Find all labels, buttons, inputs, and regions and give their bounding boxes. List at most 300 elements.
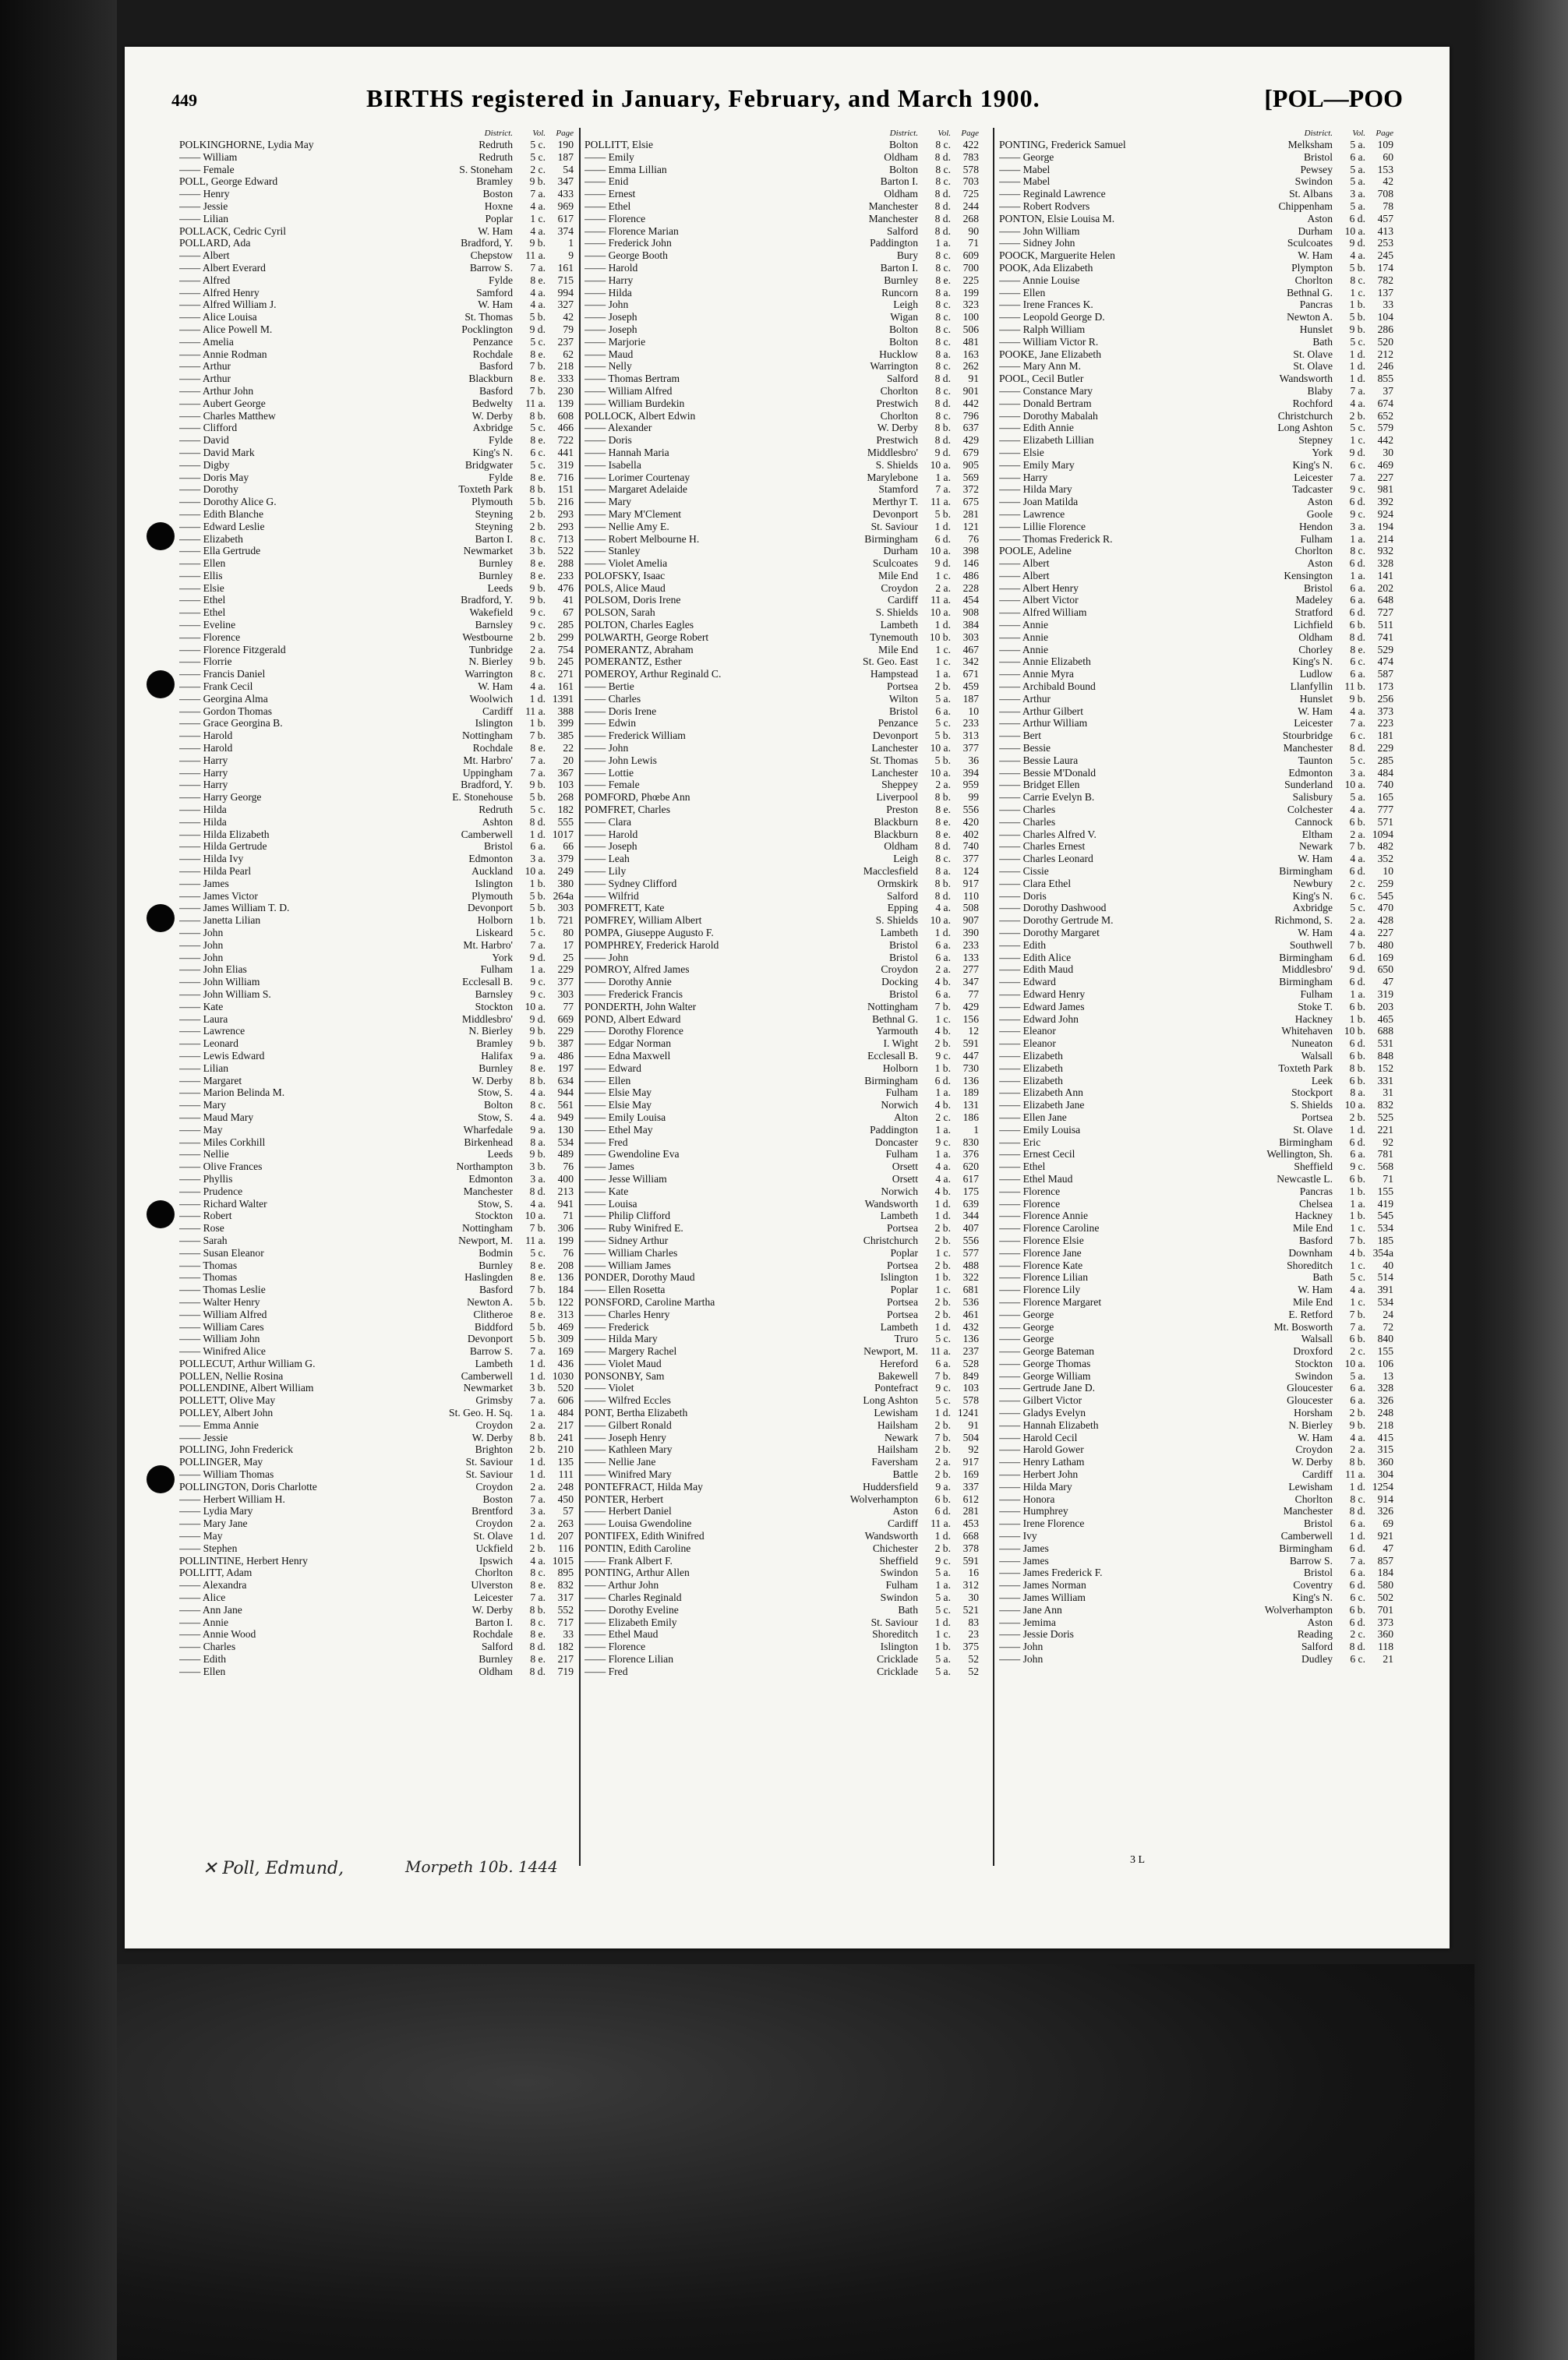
entry-district: Manchester	[868, 212, 918, 224]
entry-district: Rochford	[1292, 397, 1333, 409]
entry-name: —— Arthur	[999, 692, 1051, 705]
entry-district: Wandsworth	[1279, 373, 1333, 385]
index-entry	[179, 422, 574, 434]
entry-volume: 8 b.	[529, 1074, 546, 1086]
entry-volume: 6 b.	[1349, 1074, 1365, 1086]
entry-name: —— Florence Elsie	[999, 1234, 1084, 1246]
entry-name: —— Hilda Mary	[584, 1333, 658, 1345]
heading-district: District.	[484, 129, 513, 138]
entry-district: Long Ashton	[863, 1394, 918, 1407]
entry-district: King's N.	[472, 446, 513, 458]
index-entry	[179, 1358, 574, 1370]
entry-name: POLLEN, Nellie Rosina	[179, 1369, 284, 1382]
entry-volume: 8 e.	[530, 1579, 546, 1592]
index-entry	[179, 151, 574, 164]
entry-name: —— Edith	[999, 938, 1047, 951]
entry-page: 486	[557, 1049, 574, 1062]
entry-volume: 1 c.	[1350, 286, 1365, 299]
index-entry	[179, 1517, 574, 1530]
entry-district: Redruth	[479, 150, 513, 163]
entry-volume: 1 d.	[934, 1320, 951, 1333]
entry-page: 40	[1383, 1259, 1393, 1271]
index-entry	[584, 619, 979, 631]
entry-page: 520	[557, 1382, 574, 1394]
entry-page: 83	[968, 1616, 979, 1628]
entry-volume: 8 b.	[529, 1603, 546, 1616]
entry-district: Warrington	[464, 668, 513, 680]
entry-name: —— Mary Ann M.	[999, 360, 1081, 373]
entry-name: —— Violet Maud	[584, 1357, 662, 1369]
entry-page: 579	[1377, 422, 1393, 434]
entry-district: Basford	[1298, 1234, 1333, 1246]
entry-name: —— George	[999, 150, 1054, 163]
index-entry	[999, 1222, 1393, 1235]
entry-volume: 5 c.	[935, 1603, 951, 1616]
entry-volume: 5 c.	[530, 139, 546, 150]
entry-volume: 9 c.	[1350, 507, 1365, 520]
entry-name: PONTER, Herbert	[584, 1493, 664, 1505]
entry-page: 23	[968, 1628, 979, 1641]
index-entry	[584, 1013, 979, 1026]
entry-volume: 4 a.	[1350, 397, 1365, 409]
entry-volume: 1 d.	[529, 828, 546, 840]
entry-page: 727	[1377, 606, 1393, 619]
entry-name: —— George	[999, 1333, 1054, 1345]
entry-page: 233	[962, 938, 979, 951]
entry-district: Steyning	[475, 520, 513, 532]
entry-district: Mile End	[878, 643, 918, 655]
entry-volume: 1 b.	[529, 914, 546, 927]
entry-district: Holborn	[882, 1062, 918, 1074]
entry-page: 141	[1377, 569, 1393, 581]
entry-page: 617	[962, 1172, 979, 1185]
entry-name: —— Doris Irene	[584, 705, 657, 717]
entry-volume: 1 d.	[934, 1616, 951, 1628]
entry-volume: 11 a.	[931, 594, 951, 606]
entry-page: 130	[557, 1123, 574, 1136]
entry-page: 377	[962, 742, 979, 754]
index-entry	[179, 693, 574, 705]
entry-page: 376	[962, 1148, 979, 1161]
entry-volume: 1 a.	[935, 1579, 951, 1592]
index-entry	[999, 1333, 1393, 1345]
entry-volume: 8 e.	[530, 1308, 546, 1320]
entry-district: Bolton	[888, 139, 918, 150]
entry-volume: 8 e.	[530, 1653, 546, 1666]
index-entry	[179, 1161, 574, 1173]
entry-name: —— Joseph	[584, 840, 637, 853]
entry-district: Hunslet	[1299, 692, 1333, 705]
index-entry	[584, 213, 979, 225]
entry-volume: 5 a.	[1350, 139, 1365, 150]
index-entry	[179, 1370, 574, 1383]
entry-district: Bedwelty	[471, 397, 513, 409]
entry-district: Faversham	[871, 1456, 918, 1468]
entry-volume: 7 a.	[530, 766, 546, 779]
entry-name: —— Harold	[584, 261, 638, 274]
entry-name: —— Hilda	[179, 815, 227, 828]
entry-name: —— Hilda Mary	[999, 483, 1072, 496]
index-entry	[584, 655, 979, 668]
entry-volume: 4 a.	[530, 200, 546, 212]
index-entry	[179, 496, 574, 508]
index-entry	[179, 1259, 574, 1272]
entry-volume: 3 b.	[529, 1382, 546, 1394]
entry-name: —— Violet	[584, 1382, 634, 1394]
entry-district: W. Ham	[478, 224, 513, 237]
entry-name: —— Ellen	[179, 1665, 226, 1677]
index-entry	[999, 1542, 1393, 1555]
index-entry	[584, 1259, 979, 1272]
entry-district: Blackburn	[874, 828, 918, 840]
entry-name: —— John	[999, 1653, 1044, 1666]
entry-page: 186	[962, 1111, 979, 1123]
entry-name: —— Frederick	[584, 1320, 649, 1333]
column-divider	[993, 128, 994, 1866]
index-entry	[999, 1136, 1393, 1149]
entry-page: 137	[1377, 286, 1393, 299]
index-entry	[999, 655, 1393, 668]
heading-district: District.	[889, 129, 918, 138]
entry-volume: 9 b.	[529, 779, 546, 791]
index-entry	[584, 1370, 979, 1383]
entry-name: —— John William	[999, 224, 1080, 237]
index-entry	[999, 336, 1393, 348]
entry-district: Lambeth	[880, 1210, 918, 1222]
index-entry	[584, 1456, 979, 1468]
entry-name: —— Ralph William	[999, 323, 1086, 335]
entry-volume: 10 a.	[1344, 1357, 1365, 1369]
entry-volume: 6 a.	[1350, 668, 1365, 680]
entry-district: Kensington	[1284, 569, 1333, 581]
entry-name: POMFORD, Phœbe Ann	[584, 791, 690, 804]
entry-name: —— Ernest Cecil	[999, 1148, 1075, 1161]
entry-district: Wakefield	[469, 606, 513, 619]
entry-name: —— Jessie	[179, 200, 228, 212]
entry-volume: 1 d.	[934, 927, 951, 938]
index-entry	[999, 472, 1393, 484]
entry-volume: 5 a.	[1350, 200, 1365, 212]
entry-page: 700	[962, 261, 979, 274]
entry-name: —— Elsie May	[584, 1099, 652, 1111]
entry-name: —— Hannah Elizabeth	[999, 1418, 1099, 1431]
entry-page: 216	[557, 496, 574, 508]
entry-page: 71	[968, 237, 979, 249]
entry-name: —— Digby	[179, 458, 230, 471]
entry-district: Barton I.	[475, 1616, 513, 1628]
entry-volume: 1 b.	[934, 1641, 951, 1653]
entry-name: —— Miles Corkhill	[179, 1136, 266, 1148]
entry-district: Marylebone	[867, 471, 918, 483]
index-entry	[179, 213, 574, 225]
entry-page: 394	[962, 766, 979, 779]
entry-district: Lanchester	[871, 742, 918, 754]
entry-name: —— John	[179, 927, 224, 938]
entry-district: Hailsham	[877, 1443, 918, 1456]
entry-volume: 1 c.	[1350, 434, 1365, 447]
index-entry	[584, 496, 979, 508]
entry-name: —— Clara Ethel	[999, 877, 1072, 889]
entry-name: —— Albert	[179, 249, 230, 262]
entry-volume: 4 a.	[935, 1161, 951, 1173]
entry-page: 484	[557, 1407, 574, 1419]
entry-name: —— Emma Annie	[179, 1418, 259, 1431]
entry-page: 390	[962, 927, 979, 938]
entry-page: 832	[557, 1579, 574, 1592]
entry-volume: 9 c.	[935, 1049, 951, 1062]
index-entry	[584, 410, 979, 422]
index-entry	[584, 1407, 979, 1419]
entry-name: —— Emily	[584, 150, 634, 163]
entry-name: —— James Frederick F.	[999, 1567, 1103, 1579]
entry-name: —— Elsie	[179, 581, 224, 594]
entry-page: 217	[557, 1418, 574, 1431]
entry-page: 612	[962, 1493, 979, 1505]
entry-name: —— Florrie	[179, 655, 232, 668]
index-entry	[179, 1148, 574, 1161]
entry-page: 21	[1383, 1653, 1393, 1666]
entry-volume: 5 c.	[935, 717, 951, 730]
entry-name: —— Edward	[999, 976, 1056, 988]
index-entry	[584, 816, 979, 828]
entry-page: 469	[1377, 458, 1393, 471]
entry-name: —— Emily Louisa	[584, 1111, 666, 1123]
entry-volume: 9 a.	[530, 1049, 546, 1062]
entry-volume: 2 a.	[530, 1517, 546, 1530]
entry-name: POLLING, John Frederick	[179, 1443, 294, 1456]
entry-volume: 2 b.	[934, 1222, 951, 1235]
entry-page: 246	[1377, 360, 1393, 373]
entry-volume: 2 b.	[934, 1468, 951, 1481]
entry-district: Edmonton	[468, 1172, 513, 1185]
index-entry	[179, 1013, 574, 1026]
entry-district: Birmingham	[864, 532, 918, 545]
entry-page: 135	[557, 1456, 574, 1468]
entry-volume: 8 d.	[1349, 1641, 1365, 1653]
index-entry	[999, 1111, 1393, 1124]
entry-volume: 9 b.	[1349, 692, 1365, 705]
entry-page: 459	[962, 680, 979, 693]
entry-district: S. Shields	[1290, 1099, 1333, 1111]
entry-district: Mt. Bosworth	[1273, 1320, 1333, 1333]
entry-volume: 8 b.	[934, 877, 951, 889]
entry-name: —— Margaret	[179, 1074, 242, 1086]
entry-page: 415	[1377, 1431, 1393, 1443]
index-entry	[584, 939, 979, 952]
entry-district: Liskeard	[475, 927, 513, 938]
entry-volume: 8 a.	[935, 286, 951, 299]
index-entry	[179, 533, 574, 546]
index-entry	[584, 791, 979, 804]
index-entry	[179, 840, 574, 853]
index-entry	[179, 274, 574, 287]
entry-page: 587	[1377, 668, 1393, 680]
entry-district: Auckland	[471, 865, 513, 878]
entry-page: 118	[1378, 1641, 1393, 1653]
index-entry	[179, 447, 574, 459]
entry-district: E. Stonehouse	[452, 791, 513, 804]
entry-name: —— Janetta Lilian	[179, 914, 261, 927]
index-entry	[584, 1345, 979, 1358]
entry-district: Middlesbro'	[461, 1012, 513, 1025]
entry-page: 331	[1377, 1074, 1393, 1086]
entry-page: 941	[557, 1197, 574, 1210]
entry-district: Penzance	[878, 717, 918, 730]
entry-volume: 8 e.	[530, 1271, 546, 1284]
entry-volume: 1 c.	[935, 569, 951, 581]
entry-volume: 7 b.	[934, 1000, 951, 1012]
entry-district: Cricklade	[877, 1653, 918, 1666]
entry-district: Nottingham	[462, 730, 513, 742]
entry-page: 959	[962, 779, 979, 791]
entry-page: 994	[557, 286, 574, 299]
index-entry	[179, 1050, 574, 1062]
entry-district: Woolwich	[469, 692, 513, 705]
entry-district: Plymouth	[471, 889, 513, 902]
entry-page: 447	[962, 1049, 979, 1062]
entry-page: 156	[962, 1012, 979, 1025]
entry-name: POLLINTINE, Herbert Henry	[179, 1554, 308, 1567]
entry-district: N. Bierley	[468, 1025, 513, 1037]
entry-name: POLLETT, Olive May	[179, 1394, 276, 1407]
entry-volume: 5 b.	[529, 1333, 546, 1345]
entry-page: 306	[557, 1222, 574, 1235]
entry-district: Westbourne	[462, 631, 513, 643]
entry-name: —— Eleanor	[999, 1025, 1056, 1037]
entry-page: 328	[1377, 1382, 1393, 1394]
index-entry	[584, 447, 979, 459]
entry-district: Downham	[1288, 1246, 1333, 1259]
entry-volume: 1 d.	[934, 1210, 951, 1222]
entry-name: —— John	[584, 951, 629, 963]
entry-district: Axbridge	[1292, 902, 1333, 914]
entry-district: Bolton	[888, 163, 918, 175]
entry-name: —— Elizabeth	[999, 1074, 1063, 1086]
entry-page: 606	[557, 1394, 574, 1407]
entry-volume: 5 a.	[1350, 791, 1365, 804]
entry-volume: 10 a.	[524, 1000, 546, 1012]
entry-page: 136	[557, 1271, 574, 1284]
entry-volume: 1 b.	[1349, 1185, 1365, 1197]
entry-district: Runcorn	[881, 286, 918, 299]
entry-volume: 8 c.	[935, 163, 951, 175]
entry-name: —— Sydney Clifford	[584, 877, 677, 889]
entry-page: 701	[1377, 1603, 1393, 1616]
entry-district: St. Olave	[1293, 1123, 1333, 1136]
entry-district: Melksham	[1287, 139, 1333, 150]
entry-volume: 9 d.	[1349, 963, 1365, 976]
entry-name: —— Ethel	[584, 200, 631, 212]
entry-page: 377	[962, 853, 979, 865]
entry-page: 347	[962, 976, 979, 988]
entry-district: Cannock	[1294, 815, 1333, 828]
entry-district: Northampton	[456, 1161, 513, 1173]
index-entry	[179, 963, 574, 976]
index-entry	[584, 1443, 979, 1456]
entry-page: 571	[1377, 815, 1393, 828]
entry-district: Boston	[482, 1493, 513, 1505]
index-entry	[999, 840, 1393, 853]
index-entry	[999, 1309, 1393, 1321]
entry-page: 136	[962, 1333, 979, 1345]
index-entry	[999, 200, 1393, 213]
entry-district: Bristol	[1303, 581, 1333, 594]
index-entry	[584, 1124, 979, 1136]
entry-volume: 8 d.	[1349, 742, 1365, 754]
entry-name: PONTIN, Edith Caroline	[584, 1542, 691, 1554]
entry-page: 303	[557, 987, 574, 1000]
entry-district: Burnley	[479, 1259, 513, 1271]
entry-volume: 8 e.	[935, 804, 951, 816]
index-entry	[179, 1198, 574, 1210]
entry-name: —— Harry	[179, 754, 228, 766]
index-entry	[179, 459, 574, 472]
index-entry	[179, 299, 574, 311]
entry-district: Devonport	[872, 507, 918, 520]
entry-volume: 1 c.	[935, 1012, 951, 1025]
index-entry	[999, 1517, 1393, 1530]
entry-district: Ashton	[482, 815, 513, 828]
entry-volume: 2 b.	[529, 1443, 546, 1456]
entry-page: 155	[1377, 1345, 1393, 1358]
entry-name: POLOFSKY, Isaac	[584, 569, 666, 581]
index-entry	[179, 680, 574, 693]
entry-volume: 6 d.	[1349, 212, 1365, 224]
entry-page: 33	[1383, 299, 1393, 311]
entry-name: —— Alexandra	[179, 1579, 247, 1592]
entry-district: W. Ham	[478, 680, 513, 693]
entry-page: 580	[1377, 1579, 1393, 1592]
entry-page: 688	[1377, 1025, 1393, 1037]
entry-volume: 9 b.	[529, 175, 546, 188]
index-entry	[999, 865, 1393, 878]
entry-page: 534	[1377, 1295, 1393, 1308]
entry-name: —— Florence Jane	[999, 1246, 1082, 1259]
entry-volume: 8 c.	[935, 409, 951, 422]
entry-district: Edmonton	[1288, 766, 1333, 779]
entry-page: 227	[1377, 927, 1393, 938]
entry-volume: 7 b.	[1349, 840, 1365, 853]
entry-district: Lambeth	[880, 927, 918, 938]
entry-name: —— Florence Caroline	[999, 1222, 1100, 1235]
entry-name: —— Joseph	[584, 311, 637, 323]
entry-name: —— Arthur John	[179, 384, 254, 397]
entry-district: Birkenhead	[464, 1136, 513, 1148]
index-entry	[999, 262, 1393, 274]
entry-volume: 6 c.	[530, 446, 546, 458]
entry-volume: 4 a.	[1350, 853, 1365, 865]
index-entry	[179, 1493, 574, 1506]
entry-district: Hendon	[1298, 520, 1333, 532]
entry-name: —— Charles Leonard	[999, 853, 1093, 865]
entry-page: 230	[557, 384, 574, 397]
heading-page: Page	[961, 129, 979, 138]
entry-name: —— Edward Henry	[999, 987, 1086, 1000]
entry-district: Tynemouth	[870, 631, 918, 643]
entry-district: Croydon	[475, 1418, 513, 1431]
entry-page: 442	[962, 397, 979, 409]
entry-name: —— Lilian	[179, 212, 229, 224]
entry-page: 648	[1377, 594, 1393, 606]
entry-district: Pewsey	[1300, 163, 1333, 175]
entry-district: Mt. Harbro'	[463, 754, 513, 766]
index-entry	[179, 1481, 574, 1493]
index-entry	[999, 274, 1393, 287]
index-entry	[584, 828, 979, 841]
entry-district: Islington	[880, 1641, 918, 1653]
entry-name: —— Charles Matthew	[179, 409, 276, 422]
entry-name: —— Ethel	[179, 594, 226, 606]
